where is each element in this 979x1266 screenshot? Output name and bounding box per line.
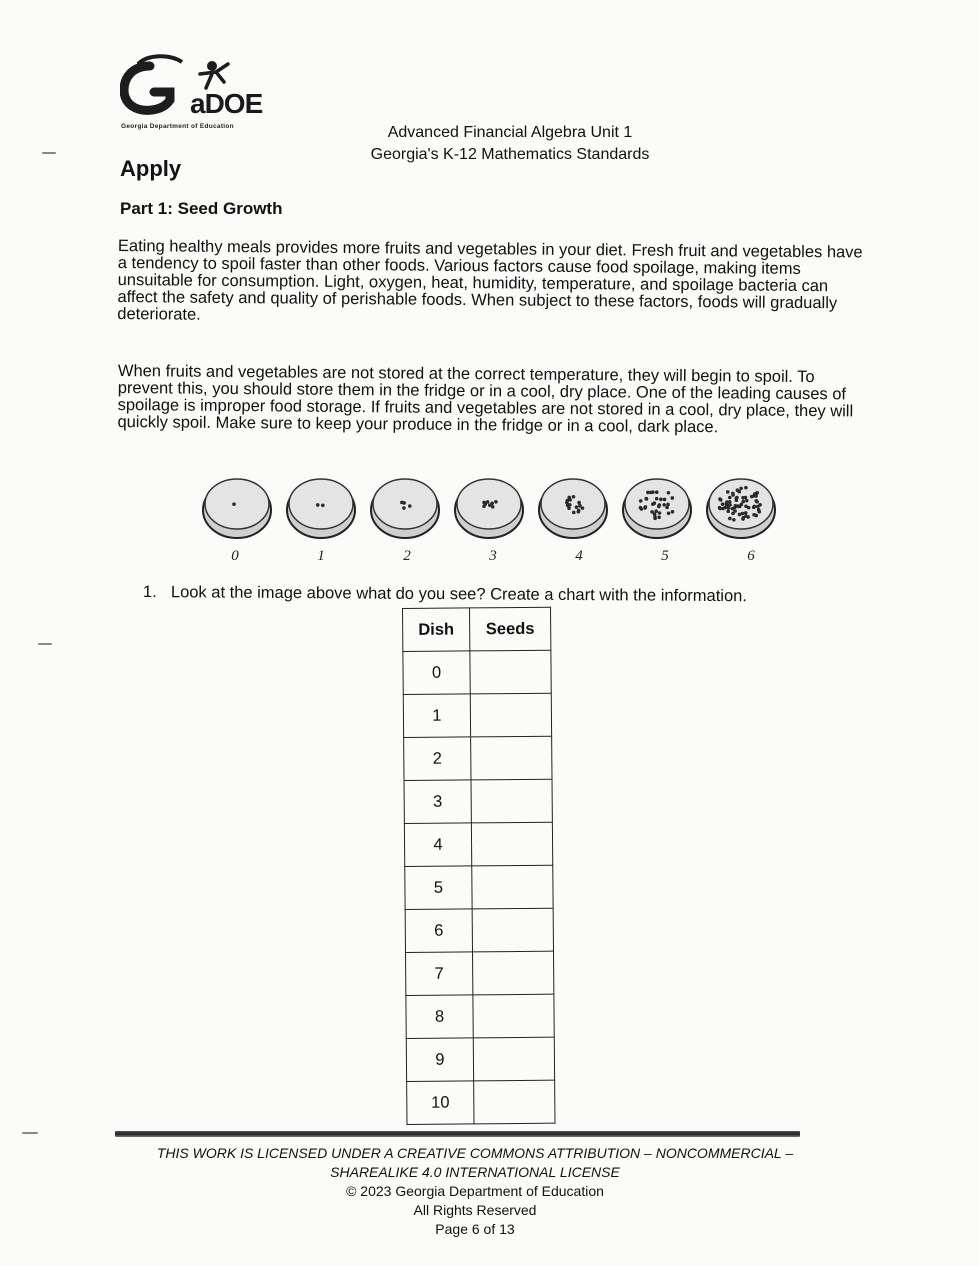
document-header [300, 122, 720, 166]
dish-cell: 9 [406, 1038, 473, 1082]
seed-dot [644, 505, 648, 509]
section-title: Apply [120, 156, 182, 181]
petri-dish-3 [455, 479, 523, 564]
seeds-cell[interactable] [470, 650, 551, 694]
dish-cell: 2 [404, 737, 471, 781]
table-row [406, 951, 554, 995]
seed-dot [482, 501, 486, 505]
seed-dot [744, 511, 748, 515]
seed-dot [733, 509, 737, 513]
petri-dishes-figure [195, 462, 785, 572]
seeds-cell[interactable] [471, 822, 552, 866]
dish-label: 2 [403, 548, 411, 564]
question-1 [143, 583, 747, 606]
seed-dot [667, 511, 671, 515]
dish-cell: 0 [403, 651, 470, 695]
page-number: Page 6 of 13 [435, 1221, 515, 1237]
seeds-cell[interactable] [472, 908, 553, 952]
seed-dot [639, 499, 643, 503]
seed-dot [491, 505, 495, 509]
dish-cell: 10 [407, 1081, 474, 1125]
seed-dot [408, 504, 412, 508]
seed-dot [737, 490, 741, 494]
rights-reserved: All Rights Reserved [413, 1202, 537, 1218]
dish-label: 6 [747, 548, 755, 564]
seeds-cell[interactable] [473, 994, 554, 1038]
seed-dot [752, 513, 756, 517]
seed-dot [728, 500, 732, 504]
seed-dot [718, 497, 722, 501]
question-text: Look at the image above what do you see? Create a chart with the information. [170, 583, 748, 606]
seed-dot [651, 502, 655, 506]
petri-dish-2 [371, 479, 439, 564]
seed-dot [486, 500, 490, 504]
seed-dot [736, 504, 740, 508]
seed-dot [482, 504, 486, 508]
seed-dot [667, 491, 671, 495]
seed-dot [670, 496, 674, 500]
seed-dot [738, 513, 742, 517]
table-header-row [403, 607, 551, 651]
table-row [403, 693, 551, 737]
petri-dish-4 [539, 479, 607, 564]
petri-dish-0 [203, 479, 271, 564]
seed-dot [567, 496, 571, 500]
question-number: 1. [142, 583, 157, 602]
dish-cell: 7 [406, 952, 473, 996]
seed-dot [646, 491, 650, 495]
seed-dot [659, 498, 663, 502]
seed-dot [578, 504, 582, 508]
seed-dot [644, 497, 648, 501]
dish-cell: 8 [406, 995, 473, 1039]
seed-dot [662, 503, 666, 507]
seeds-cell[interactable] [474, 1080, 555, 1124]
header-standards: Georgia's K-12 Mathematics Standards [370, 146, 650, 163]
seeds-cell[interactable] [473, 1037, 554, 1081]
dish-label: 4 [575, 548, 583, 564]
seed-dot [232, 502, 236, 506]
seeds-cell[interactable] [473, 951, 554, 995]
header-seeds: Seeds [470, 607, 551, 651]
seed-dot [639, 506, 643, 510]
seeds-cell[interactable] [471, 736, 552, 780]
seed-dot [726, 490, 730, 494]
table-row [406, 994, 554, 1038]
dish-label: 3 [489, 548, 497, 564]
seed-dot [757, 508, 761, 512]
header-dish: Dish [403, 608, 470, 652]
seed-dot [402, 501, 406, 505]
seed-dot [577, 509, 581, 513]
dish-seeds-table [402, 607, 556, 1125]
dish-label: 0 [231, 548, 239, 564]
table-row [404, 822, 552, 866]
table-row [405, 865, 553, 909]
scan-mark [22, 1132, 38, 1134]
dish-cell: 4 [404, 823, 471, 867]
petri-dish-1 [287, 479, 355, 564]
seed-dot [741, 516, 745, 520]
seed-dot [665, 506, 669, 510]
dish-cell: 1 [403, 694, 470, 738]
seed-dot [663, 498, 667, 502]
logo-wordmark: aDOE [190, 88, 263, 119]
seed-dot [725, 502, 729, 506]
seed-dot [754, 499, 758, 503]
petri-dish-5 [623, 479, 691, 564]
seed-dot [718, 506, 722, 510]
seed-dot [567, 506, 571, 510]
dish-cell: 5 [405, 866, 472, 910]
seed-dot [752, 494, 756, 498]
petri-dish-6 [707, 479, 775, 564]
seeds-cell[interactable] [470, 693, 551, 737]
seed-dot [726, 509, 730, 513]
seed-dot [756, 505, 760, 509]
paragraph-spoilage: Eating healthy meals provides more fruits and vegetables in your diet. Fresh fruit and vegetables have a tendency to spoil faster than other foods. Various factors cause food spoilage, making items unsuitable for consumption. Light, oxygen, heat, humidity, temperature, and spoilage bacteria can affect the safety and quality of perishable foods. When subject to these factors, foods will gradually deteriorate. [117, 237, 863, 324]
scan-mark [38, 643, 52, 645]
seed-dot [721, 502, 725, 506]
dish-label: 5 [661, 548, 669, 564]
seed-dot [655, 497, 659, 501]
seed-dot [653, 517, 657, 521]
seed-dot [728, 517, 732, 521]
seed-dot [671, 510, 675, 514]
table-row [406, 1037, 554, 1081]
seed-dot [572, 495, 576, 499]
seed-dot [655, 490, 659, 494]
seed-dot [568, 503, 572, 507]
seed-dot [723, 506, 727, 510]
logo-subtitle: Georgia Department of Education [121, 123, 234, 130]
table-row [404, 736, 552, 780]
seed-dot [744, 496, 748, 500]
seed-dot [402, 506, 406, 510]
seed-dot [321, 503, 325, 507]
seed-dot [575, 505, 579, 509]
part-title: Part 1: Seed Growth [120, 199, 283, 218]
dish-cell: 3 [404, 780, 471, 824]
seed-dot [653, 512, 657, 516]
seed-dot [490, 501, 494, 505]
dish-cell: 6 [405, 909, 472, 953]
table-row [403, 650, 551, 694]
seed-dot [494, 500, 498, 504]
seed-dot [755, 491, 759, 495]
seed-dot [744, 486, 748, 490]
scan-mark [42, 152, 56, 154]
seed-dot [732, 518, 736, 522]
seeds-cell[interactable] [471, 779, 552, 823]
seed-dot [753, 505, 757, 509]
footer-divider [115, 1131, 800, 1137]
seed-dot [658, 511, 662, 515]
seed-dot [745, 499, 749, 503]
table-row [407, 1080, 555, 1124]
seed-dot [651, 490, 655, 494]
seeds-cell[interactable] [472, 865, 553, 909]
seed-dot [316, 503, 320, 507]
seed-dot [731, 493, 735, 497]
seed-dot [657, 516, 661, 520]
header-course: Advanced Financial Algebra Unit 1 [387, 124, 633, 141]
seed-dot [727, 506, 731, 510]
table-row [404, 779, 552, 823]
paragraph-storage: When fruits and vegetables are not stored at the correct temperature, they will begin to spoil. To prevent this, you should store them in the fridge or in a cool, dry place. One of the leading causes of spoilage is improper food storage. If fruits and vegetables are not stored in a cool, dry place, they will quickly spoil. Make sure to keep your produce in the fridge or in a cool, dark place. [117, 362, 854, 437]
seed-dot [728, 496, 732, 500]
seed-dot [572, 511, 576, 515]
footer [120, 1144, 830, 1239]
dish-label: 1 [317, 548, 325, 564]
license-line-1: THIS WORK IS LICENSED UNDER A CREATIVE COMMONS ATTRIBUTION – NONCOMMERCIAL – [156, 1145, 794, 1161]
seed-dot [739, 487, 743, 491]
seed-dot [577, 501, 581, 505]
copyright: © 2023 Georgia Department of Education [346, 1183, 604, 1199]
seed-dot [747, 506, 751, 510]
table-row [405, 908, 553, 952]
seed-dot [658, 503, 662, 507]
seed-dot [566, 499, 570, 503]
license-line-2: SHAREALIKE 4.0 INTERNATIONAL LICENSE [330, 1164, 620, 1180]
seed-dot [735, 496, 739, 500]
seed-dot [746, 515, 750, 519]
seed-dot [741, 500, 745, 504]
seed-dot [666, 503, 670, 507]
